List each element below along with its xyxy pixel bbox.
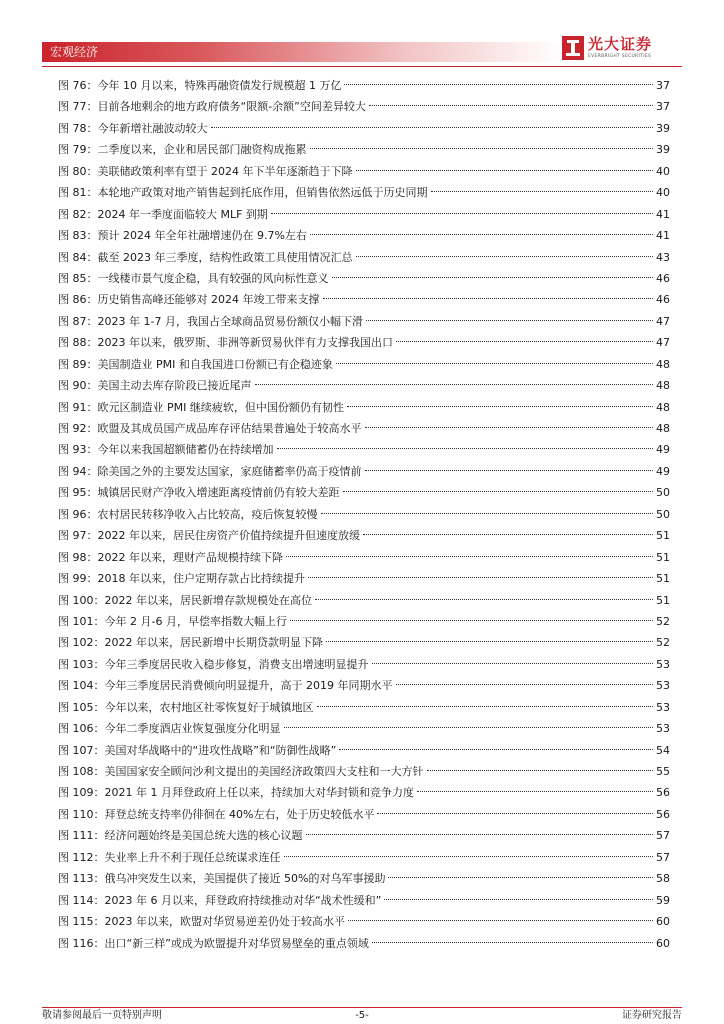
figure-title: 拜登总统支持率仍徘徊在 40%左右，处于历史较低水平: [104, 807, 375, 821]
figure-title: 今年三季度居民收入稳步修复，消费支出增速明显提升: [104, 657, 369, 671]
dot-leader: [343, 491, 654, 492]
figure-title: 二季度以来，企业和居民部门融资构成拖累: [97, 143, 307, 157]
toc-entry[interactable]: [58, 418, 670, 439]
section-title: 宏观经济: [50, 45, 99, 59]
figure-title: 2021 年 1 月拜登政府上任以来，持续加大对华封锁和竞争力度: [104, 786, 414, 800]
figure-title: 2023 年 6 月以来，拜登政府持续推动对华“战术性缓和”: [104, 893, 382, 907]
figure-page-number: 48: [656, 400, 670, 414]
dot-leader: [427, 770, 654, 771]
toc-entry[interactable]: [58, 75, 670, 96]
figure-page-number: 49: [656, 464, 670, 478]
figure-label: 图 113：: [58, 872, 105, 886]
figure-page-number: 50: [656, 486, 670, 500]
toc-entry[interactable]: [58, 397, 670, 418]
figure-page-number: 51: [656, 550, 670, 564]
figure-page-number: 50: [656, 507, 670, 521]
figure-page-number: 54: [656, 743, 670, 757]
toc-entry[interactable]: [58, 354, 670, 375]
toc-entry[interactable]: [58, 718, 670, 739]
toc-entry[interactable]: [58, 247, 670, 268]
dot-leader: [326, 641, 653, 642]
figure-label: 图 116：: [58, 936, 105, 950]
dot-leader: [356, 256, 654, 257]
figure-title: 今年三季度居民消费倾向明显提升，高于 2019 年同期水平: [104, 679, 393, 693]
figure-title: 今年 10 月以来，特殊再融资债发行规模超 1 万亿: [97, 79, 342, 92]
figure-title: 2022 年以来，居民新增中长期贷款明显下降: [104, 636, 323, 650]
toc-entry[interactable]: [58, 568, 670, 589]
dot-leader: [308, 577, 653, 578]
figure-title: 预计 2024 年全年社融增速仍在 9.7%左右: [97, 229, 307, 243]
figure-title: 截至 2023 年三季度，结构性政策工具使用情况汇总: [97, 250, 353, 264]
toc-entry[interactable]: [58, 847, 670, 868]
figure-label: 图 92：: [58, 422, 98, 435]
figure-page-number: 57: [656, 829, 670, 843]
dot-leader: [284, 856, 654, 857]
toc-entry[interactable]: [58, 461, 670, 482]
figure-page-number: 53: [656, 700, 670, 714]
figure-title: 本轮地产政策对地产销售起到托底作用，但销售依然远低于历史同期: [97, 186, 428, 200]
toc-entry[interactable]: [58, 311, 670, 332]
figure-page-number: 51: [656, 572, 670, 586]
toc-entry[interactable]: [58, 182, 670, 203]
figure-label: 图 82：: [58, 207, 98, 221]
report-type: 证券研究报告: [622, 1010, 682, 1021]
figure-page-number: 55: [656, 765, 670, 778]
figure-title: 除美国之外的主要发达国家，家庭储蓄率仍高于疫情前: [97, 464, 362, 478]
toc-entry[interactable]: [58, 139, 670, 160]
figure-label: 图 99：: [58, 572, 98, 586]
toc-entry[interactable]: [58, 868, 670, 889]
toc-entry[interactable]: [58, 268, 670, 289]
dot-leader: [363, 534, 653, 535]
figure-title: 今年以来，农村地区社零恢复好于城镇地区: [104, 700, 314, 714]
dot-leader: [284, 727, 654, 728]
toc-entry[interactable]: [58, 204, 670, 225]
dot-leader: [271, 213, 653, 214]
figure-title: 出口“新三样”或成为欧盟提升对华贸易壁垒的重点领域: [104, 936, 369, 950]
figure-page-number: 46: [656, 293, 670, 307]
toc-entry[interactable]: [58, 632, 670, 653]
figure-title: 今年以来我国超额储蓄仍在持续增加: [97, 443, 274, 457]
logo-text: 光大证券: [588, 35, 653, 53]
figure-title: 美国国家安全顾问沙利文提出的美国经济政策四大支柱和一大方针: [104, 765, 424, 778]
dot-leader: [377, 813, 653, 814]
figure-title: 历史销售高峰还能够对 2024 年竣工带来支撑: [97, 293, 320, 307]
disclaimer-note: 敬请参阅最后一页特别声明: [42, 1010, 162, 1021]
toc-entry[interactable]: [58, 225, 670, 246]
figure-label: 图 103：: [58, 657, 105, 671]
dot-leader: [366, 320, 653, 321]
toc-entry[interactable]: [58, 332, 670, 353]
dot-leader: [255, 384, 654, 385]
figure-label: 图 93：: [58, 443, 98, 457]
figure-page-number: 51: [656, 593, 670, 607]
toc-entry[interactable]: [58, 675, 670, 696]
figure-label: 图 79：: [58, 143, 98, 157]
figure-title: 美国制造业 PMI 和自我国进口份额已有企稳迹象: [97, 357, 333, 371]
figure-page-number: 43: [656, 250, 670, 264]
figure-page-number: 60: [656, 936, 670, 950]
figure-label: 图 85：: [58, 271, 98, 285]
toc-entry[interactable]: [58, 482, 670, 503]
figure-page-number: 49: [656, 443, 670, 457]
figure-title: 欧盟及其成员国产成品库存评估结果普遍处于较高水平: [97, 422, 362, 435]
figure-title: 农村居民转移净收入占比较高，疫后恢复较慢: [97, 507, 318, 521]
figure-title: 2022 年以来，理财产品规模持续下降: [97, 550, 283, 564]
figure-page-number: 53: [656, 657, 670, 671]
figure-page-number: 48: [656, 422, 670, 435]
toc-entry[interactable]: [58, 504, 670, 525]
toc-entry[interactable]: [58, 740, 670, 761]
toc-entry[interactable]: [58, 590, 670, 611]
dot-leader: [332, 277, 654, 278]
figure-label: 图 97：: [58, 529, 98, 543]
page-footer: [42, 1009, 682, 1023]
figure-title: 一线楼市景气度企稳，具有较强的风向标性意义: [97, 271, 329, 285]
dot-leader: [388, 877, 653, 878]
figure-page-number: 46: [656, 271, 670, 285]
dot-leader: [431, 191, 654, 192]
toc-entry[interactable]: [58, 804, 670, 825]
toc-entry[interactable]: [58, 525, 670, 546]
figure-label: 图 112：: [58, 850, 105, 864]
toc-entry[interactable]: [58, 890, 670, 911]
figure-label: 图 111：: [58, 829, 105, 843]
dot-leader: [323, 298, 654, 299]
dot-leader: [396, 341, 653, 342]
figure-list: [58, 75, 670, 954]
figure-page-number: 47: [656, 314, 670, 328]
dot-leader: [348, 920, 653, 921]
figure-page-number: 37: [656, 100, 670, 114]
figure-title: 2023 年以来，俄罗斯、非洲等新贸易伙伴有力支撑我国出口: [97, 336, 393, 350]
figure-title: 城镇居民财产净收入增速距离疫情前仍有较大差距: [97, 486, 340, 500]
dot-leader: [339, 749, 653, 750]
toc-entry[interactable]: [58, 375, 670, 396]
figure-title: 目前各地剩余的地方政府债务“限额-余额”空间差异较大: [97, 100, 366, 114]
figure-label: 图 76：: [58, 79, 98, 92]
dot-leader: [306, 834, 654, 835]
everbright-logo-icon: [562, 36, 584, 60]
figure-label: 图 115：: [58, 915, 105, 929]
figure-label: 图 78：: [58, 121, 98, 135]
figure-page-number: 53: [656, 722, 670, 736]
toc-entry[interactable]: [58, 933, 670, 954]
toc-entry[interactable]: [58, 611, 670, 632]
section-banner: [42, 42, 562, 62]
figure-page-number: 58: [656, 872, 670, 886]
dot-leader: [317, 706, 654, 707]
toc-entry[interactable]: [58, 547, 670, 568]
dot-leader: [286, 556, 653, 557]
dot-leader: [372, 942, 653, 943]
figure-label: 图 98：: [58, 550, 98, 564]
figure-label: 图 86：: [58, 293, 98, 307]
figure-label: 图 101：: [58, 614, 105, 628]
figure-title: 今年新增社融波动较大: [97, 121, 208, 135]
figure-page-number: 40: [656, 164, 670, 178]
figure-page-number: 52: [656, 614, 670, 628]
dot-leader: [336, 363, 653, 364]
dot-leader: [277, 448, 654, 449]
toc-entry[interactable]: [58, 118, 670, 139]
figure-title: 美联储政策利率有望于 2024 年下半年逐渐趋于下降: [97, 164, 353, 178]
brand-logo: [562, 34, 682, 64]
figure-label: 图 81：: [58, 186, 98, 200]
figure-page-number: 59: [656, 893, 670, 907]
figure-label: 图 88：: [58, 336, 98, 350]
figure-title: 2022 年以来，居民住房资产价值持续提升但速度放缓: [97, 529, 360, 543]
figure-title: 经济问题始终是美国总统大选的核心议题: [104, 829, 303, 843]
logo-subtitle: EVERBRIGHT SECURITIES: [588, 54, 652, 59]
header-divider: [42, 66, 682, 67]
figure-page-number: 41: [656, 207, 670, 221]
figure-label: 图 104：: [58, 679, 105, 693]
figure-page-number: 56: [656, 786, 670, 800]
figure-page-number: 56: [656, 807, 670, 821]
dot-leader: [315, 599, 653, 600]
figure-label: 图 83：: [58, 229, 98, 243]
toc-entry[interactable]: [58, 761, 670, 782]
dot-leader: [347, 406, 653, 407]
dot-leader: [290, 620, 653, 621]
dot-leader: [344, 84, 653, 85]
figure-label: 图 109：: [58, 786, 105, 800]
figure-page-number: 52: [656, 636, 670, 650]
dot-leader: [369, 105, 653, 106]
figure-page-number: 41: [656, 229, 670, 243]
figure-label: 图 91：: [58, 400, 98, 414]
dot-leader: [365, 427, 654, 428]
dot-leader: [310, 234, 653, 235]
toc-entry[interactable]: [58, 96, 670, 117]
dot-leader: [321, 513, 654, 514]
figure-label: 图 102：: [58, 636, 105, 650]
figure-page-number: 60: [656, 915, 670, 929]
figure-page-number: 53: [656, 679, 670, 693]
figure-label: 图 96：: [58, 507, 98, 521]
toc-entry[interactable]: [58, 439, 670, 460]
dot-leader: [211, 127, 654, 128]
figure-title: 2018 年以来，住户定期存款占比持续提升: [97, 572, 305, 586]
figure-page-number: 51: [656, 529, 670, 543]
toc-entry[interactable]: [58, 782, 670, 803]
figure-title: 2023 年以来，欧盟对华贸易逆差仍处于较高水平: [104, 915, 345, 929]
toc-entry[interactable]: [58, 289, 670, 310]
figure-label: 图 105：: [58, 700, 105, 714]
figure-label: 图 87：: [58, 314, 98, 328]
figure-page-number: 39: [656, 143, 670, 157]
figure-label: 图 110：: [58, 807, 105, 821]
figure-page-number: 40: [656, 186, 670, 200]
figure-label: 图 94：: [58, 464, 98, 478]
figure-label: 图 90：: [58, 379, 98, 393]
figure-page-number: 39: [656, 121, 670, 135]
dot-leader: [384, 899, 653, 900]
page-number: -5-: [355, 1010, 369, 1021]
figure-title: 今年二季度酒店业恢复强度分化明显: [104, 722, 281, 736]
figure-label: 图 106：: [58, 722, 105, 736]
toc-entry[interactable]: [58, 911, 670, 932]
figure-label: 图 77：: [58, 100, 98, 114]
figure-label: 图 95：: [58, 486, 98, 500]
figure-label: 图 80：: [58, 164, 98, 178]
figure-title: 美国对华战略中的“进攻性战略”和“防御性战略”: [104, 743, 337, 757]
figure-label: 图 107：: [58, 743, 105, 757]
figure-label: 图 108：: [58, 765, 105, 778]
figure-label: 图 89：: [58, 357, 98, 371]
figure-label: 图 100：: [58, 593, 105, 607]
figure-label: 图 114：: [58, 893, 105, 907]
dot-leader: [396, 684, 654, 685]
figure-title: 2023 年 1-7 月，我国占全球商品贸易份额仅小幅下滑: [97, 314, 363, 328]
figure-page-number: 37: [656, 79, 670, 92]
footer-divider: [42, 1007, 682, 1008]
figure-title: 欧元区制造业 PMI 继续疲软，但中国份额仍有韧性: [97, 400, 344, 414]
dot-leader: [365, 470, 654, 471]
toc-entry[interactable]: [58, 161, 670, 182]
figure-page-number: 47: [656, 336, 670, 350]
figure-page-number: 57: [656, 850, 670, 864]
figure-page-number: 48: [656, 379, 670, 393]
dot-leader: [417, 791, 653, 792]
dot-leader: [310, 148, 654, 149]
dot-leader: [372, 663, 654, 664]
figure-label: 图 84：: [58, 250, 98, 264]
toc-entry[interactable]: [58, 697, 670, 718]
figure-title: 今年 2 月-6 月，早偿率指数大幅上行: [104, 614, 287, 628]
toc-entry[interactable]: [58, 825, 670, 846]
toc-entry[interactable]: [58, 654, 670, 675]
figure-title: 2024 年一季度面临较大 MLF 到期: [97, 207, 268, 221]
page-header: [42, 34, 682, 62]
figure-title: 失业率上升不利于现任总统谋求连任: [104, 850, 281, 864]
figure-title: 2022 年以来，居民新增存款规模处在高位: [104, 593, 312, 607]
dot-leader: [356, 170, 654, 171]
figure-title: 俄乌冲突发生以来，美国提供了接近 50%的对乌军事援助: [104, 872, 386, 886]
figure-page-number: 48: [656, 357, 670, 371]
figure-title: 美国主动去库存阶段已接近尾声: [97, 379, 252, 393]
